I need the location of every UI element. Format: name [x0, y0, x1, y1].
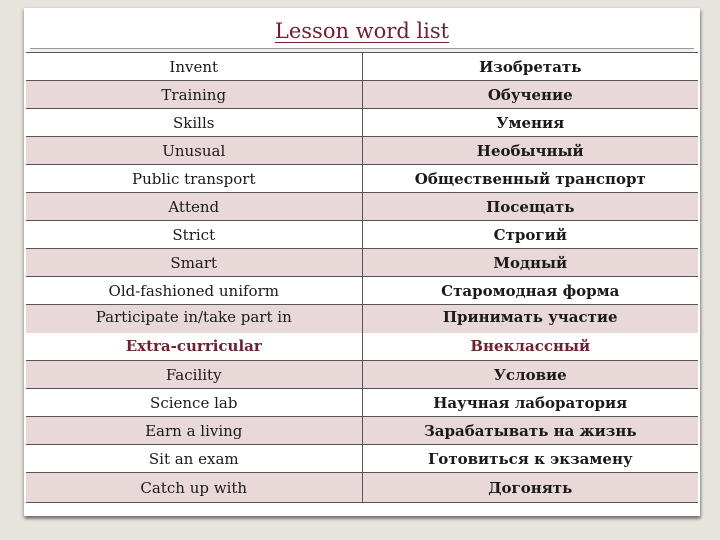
- english-word: Invent: [26, 53, 363, 80]
- english-word: Catch up with: [26, 473, 363, 502]
- page-title: Lesson word list: [274, 19, 450, 43]
- table-row: [26, 361, 698, 389]
- russian-word: Изобретать: [479, 57, 582, 76]
- russian-word: Готовиться к экзамену: [427, 449, 633, 468]
- russian-word-pair: [363, 305, 699, 360]
- russian-word: Условие: [493, 365, 567, 384]
- russian-word: Принимать участие: [442, 308, 618, 326]
- table-row: [26, 277, 698, 305]
- russian-word: Умения: [496, 113, 565, 132]
- english-word: Training: [26, 81, 363, 108]
- table-row: [26, 81, 698, 109]
- table-row: [26, 389, 698, 417]
- table-row: [26, 193, 698, 221]
- table-row: [26, 417, 698, 445]
- russian-word: Необычный: [476, 141, 584, 160]
- russian-word: Догонять: [488, 478, 573, 497]
- slide: [24, 8, 700, 516]
- russian-word: Посещать: [486, 197, 575, 216]
- table-row: [26, 221, 698, 249]
- russian-word: Обучение: [487, 85, 573, 104]
- english-word-highlight: Extra-curricular: [125, 337, 262, 355]
- word-list-table: [26, 52, 698, 503]
- title-divider: [30, 48, 694, 49]
- table-row: [26, 473, 698, 503]
- russian-word: Научная лаборатория: [433, 393, 628, 412]
- russian-word-highlight: Внеклассный: [470, 337, 591, 355]
- english-word-pair: [26, 305, 363, 360]
- english-word: Public transport: [26, 165, 363, 192]
- table-row: [26, 249, 698, 277]
- russian-word: Старомодная форма: [441, 281, 620, 300]
- russian-word: Общественный транспорт: [414, 169, 646, 188]
- russian-word: Зарабатывать на жизнь: [423, 421, 637, 440]
- table-row: [26, 165, 698, 193]
- english-word: Attend: [26, 193, 363, 220]
- english-word: Earn a living: [26, 417, 363, 444]
- english-word: Smart: [26, 249, 363, 276]
- english-word: Sit an exam: [26, 445, 363, 472]
- table-row: [26, 109, 698, 137]
- english-word: Participate in/take part in: [95, 308, 292, 326]
- english-word: Unusual: [26, 137, 363, 164]
- table-row: [26, 137, 698, 165]
- english-word: Skills: [26, 109, 363, 136]
- russian-word: Модный: [493, 253, 568, 272]
- table-row: [26, 305, 698, 361]
- russian-word: Строгий: [493, 225, 567, 244]
- english-word: Strict: [26, 221, 363, 248]
- english-word: Facility: [26, 361, 363, 388]
- english-word: Science lab: [26, 389, 363, 416]
- table-row: [26, 445, 698, 473]
- english-word: Old-fashioned uniform: [26, 277, 363, 304]
- table-row: [26, 53, 698, 81]
